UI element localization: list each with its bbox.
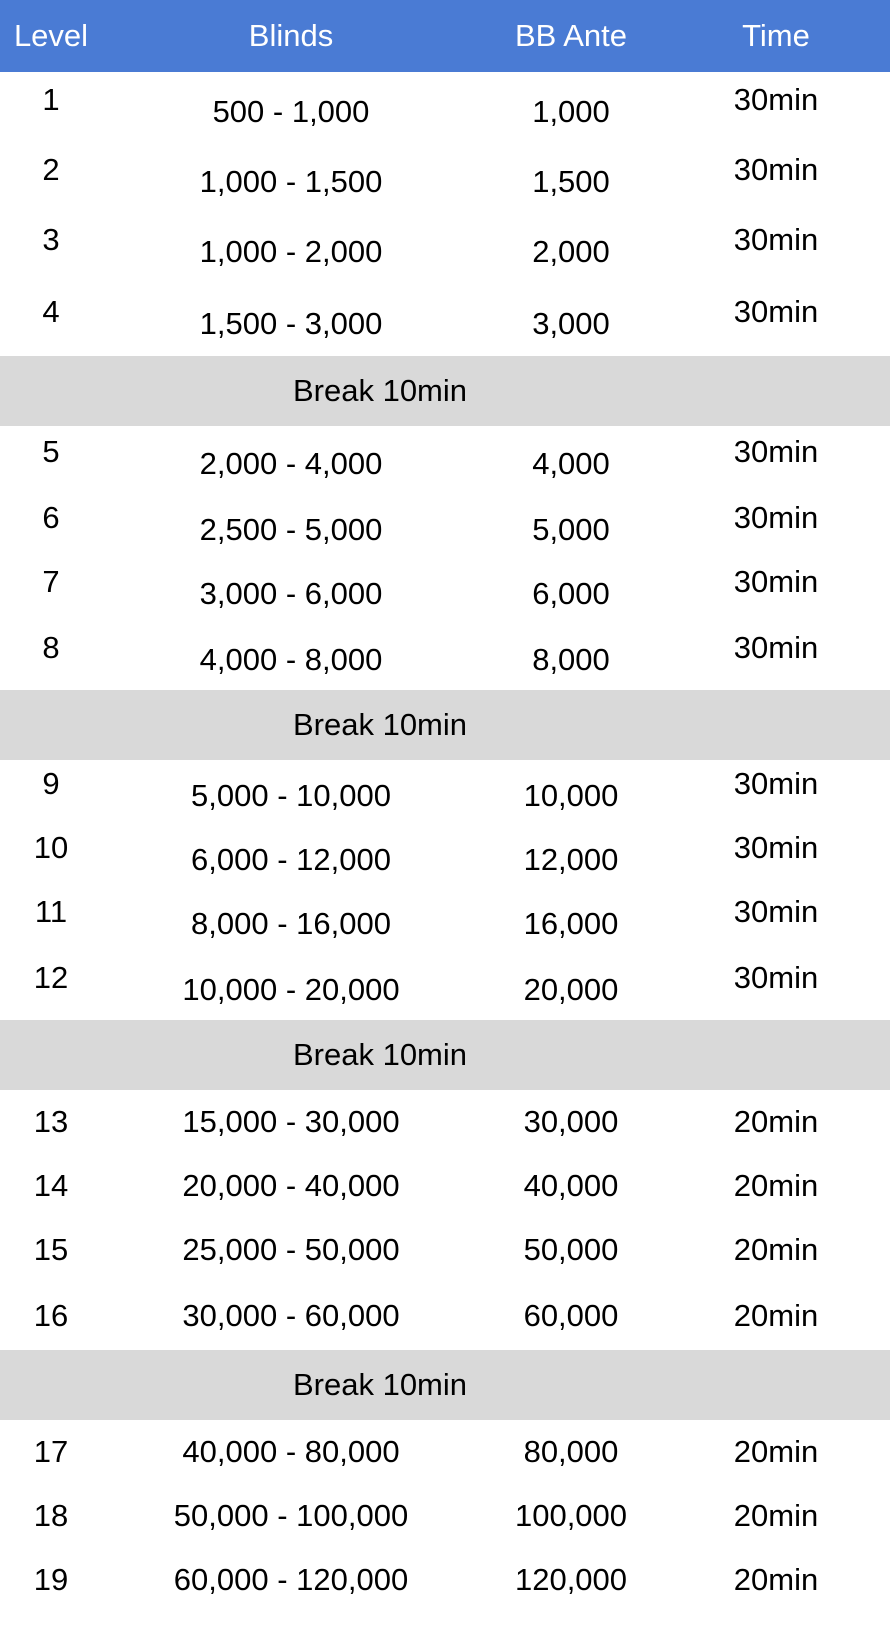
bb-ante-cell: 40,000 — [523, 1168, 619, 1203]
header-time: Time — [742, 18, 810, 53]
level-cell: 10 — [33, 830, 69, 865]
level-cell: 11 — [34, 894, 68, 929]
table-row — [0, 72, 890, 144]
level-cell: 19 — [33, 1562, 69, 1597]
bb-ante-cell: 5,000 — [532, 512, 610, 547]
time-cell: 20min — [733, 1498, 819, 1533]
blinds-cell: 40,000 - 80,000 — [182, 1434, 400, 1469]
level-cell: 2 — [42, 152, 60, 187]
time-cell: 20min — [733, 1104, 819, 1139]
level-cell: 8 — [42, 630, 60, 665]
table-row — [0, 1154, 890, 1218]
bb-ante-cell: 2,000 — [532, 234, 610, 269]
level-cell: 3 — [42, 222, 60, 257]
blinds-cell: 1,500 - 3,000 — [199, 306, 383, 341]
break-row — [0, 1350, 890, 1420]
break-label: Break 10min — [292, 1367, 468, 1402]
level-cell: 5 — [42, 434, 60, 469]
break-row — [0, 356, 890, 426]
blinds-cell: 50,000 - 100,000 — [173, 1498, 409, 1533]
bb-ante-cell: 30,000 — [523, 1104, 619, 1139]
blinds-cell: 20,000 - 40,000 — [182, 1168, 400, 1203]
time-cell: 20min — [733, 1232, 819, 1267]
level-cell: 9 — [42, 766, 60, 801]
time-cell: 20min — [733, 1168, 819, 1203]
bb-ante-cell: 10,000 — [523, 778, 619, 813]
level-cell: 1 — [42, 82, 60, 117]
bb-ante-cell: 6,000 — [532, 576, 610, 611]
table-row — [0, 824, 890, 888]
table-row — [0, 1484, 890, 1548]
bb-ante-cell: 100,000 — [514, 1498, 628, 1533]
time-cell: 30min — [733, 960, 819, 995]
table-header — [0, 0, 890, 72]
blinds-cell: 2,000 - 4,000 — [199, 446, 383, 481]
time-cell: 20min — [733, 1434, 819, 1469]
level-cell: 12 — [33, 960, 69, 995]
level-cell: 7 — [42, 564, 60, 599]
break-label: Break 10min — [292, 1037, 468, 1072]
level-cell: 18 — [33, 1498, 69, 1533]
break-label: Break 10min — [292, 373, 468, 408]
level-cell: 4 — [42, 294, 60, 329]
time-cell: 30min — [733, 152, 819, 187]
blinds-cell: 10,000 - 20,000 — [182, 972, 400, 1007]
time-cell: 30min — [733, 564, 819, 599]
header-blinds: Blinds — [248, 18, 334, 53]
break-label: Break 10min — [292, 707, 468, 742]
blinds-cell: 1,000 - 1,500 — [199, 164, 383, 199]
blinds-cell: 2,500 - 5,000 — [199, 512, 383, 547]
blinds-cell: 3,000 - 6,000 — [199, 576, 383, 611]
blinds-cell: 8,000 - 16,000 — [191, 906, 391, 941]
blinds-cell: 4,000 - 8,000 — [199, 642, 383, 677]
level-cell: 13 — [33, 1104, 69, 1139]
level-cell: 6 — [42, 500, 60, 535]
break-row — [0, 690, 890, 760]
table-row — [0, 760, 890, 824]
bb-ante-cell: 8,000 — [532, 642, 610, 677]
level-cell: 16 — [33, 1298, 69, 1333]
table-row — [0, 212, 890, 284]
bb-ante-cell: 12,000 — [523, 842, 619, 877]
time-cell: 30min — [733, 82, 819, 117]
time-cell: 30min — [733, 294, 819, 329]
table-row — [0, 558, 890, 622]
time-cell: 30min — [733, 630, 819, 665]
bb-ante-cell: 60,000 — [523, 1298, 619, 1333]
level-cell: 17 — [33, 1434, 69, 1469]
table-row — [0, 888, 890, 952]
blinds-cell: 1,000 - 2,000 — [199, 234, 383, 269]
table-row — [0, 426, 890, 494]
bb-ante-cell: 50,000 — [523, 1232, 619, 1267]
table-row — [0, 1282, 890, 1350]
bb-ante-cell: 1,500 — [532, 164, 610, 199]
header-level: Level — [13, 18, 89, 53]
bb-ante-cell: 16,000 — [523, 906, 619, 941]
time-cell: 30min — [733, 222, 819, 257]
table-row — [0, 144, 890, 212]
blinds-cell: 6,000 - 12,000 — [191, 842, 391, 877]
table-row — [0, 494, 890, 558]
bb-ante-cell: 20,000 — [523, 972, 619, 1007]
time-cell: 20min — [733, 1298, 819, 1333]
blinds-cell: 5,000 - 10,000 — [191, 778, 391, 813]
time-cell: 30min — [733, 766, 819, 801]
header-bb-ante: BB Ante — [514, 18, 628, 53]
table-row — [0, 622, 890, 690]
bb-ante-cell: 120,000 — [514, 1562, 628, 1597]
break-row — [0, 1020, 890, 1090]
blinds-cell: 25,000 - 50,000 — [182, 1232, 400, 1267]
table-row — [0, 1218, 890, 1282]
time-cell: 30min — [733, 434, 819, 469]
table-row — [0, 1090, 890, 1154]
blinds-cell: 30,000 - 60,000 — [182, 1298, 400, 1333]
table-row — [0, 1420, 890, 1484]
time-cell: 30min — [733, 500, 819, 535]
level-cell: 15 — [33, 1232, 69, 1267]
blinds-cell: 15,000 - 30,000 — [182, 1104, 400, 1139]
level-cell: 14 — [33, 1168, 69, 1203]
bb-ante-cell: 4,000 — [532, 446, 610, 481]
bb-ante-cell: 3,000 — [532, 306, 610, 341]
blinds-cell: 60,000 - 120,000 — [173, 1562, 409, 1597]
time-cell: 30min — [733, 894, 819, 929]
table-row — [0, 952, 890, 1020]
table-row — [0, 1548, 890, 1612]
table-body — [0, 72, 890, 1612]
bb-ante-cell: 1,000 — [532, 94, 610, 129]
time-cell: 30min — [733, 830, 819, 865]
time-cell: 20min — [733, 1562, 819, 1597]
table-row — [0, 284, 890, 356]
bb-ante-cell: 80,000 — [523, 1434, 619, 1469]
blinds-cell: 500 - 1,000 — [212, 94, 370, 129]
